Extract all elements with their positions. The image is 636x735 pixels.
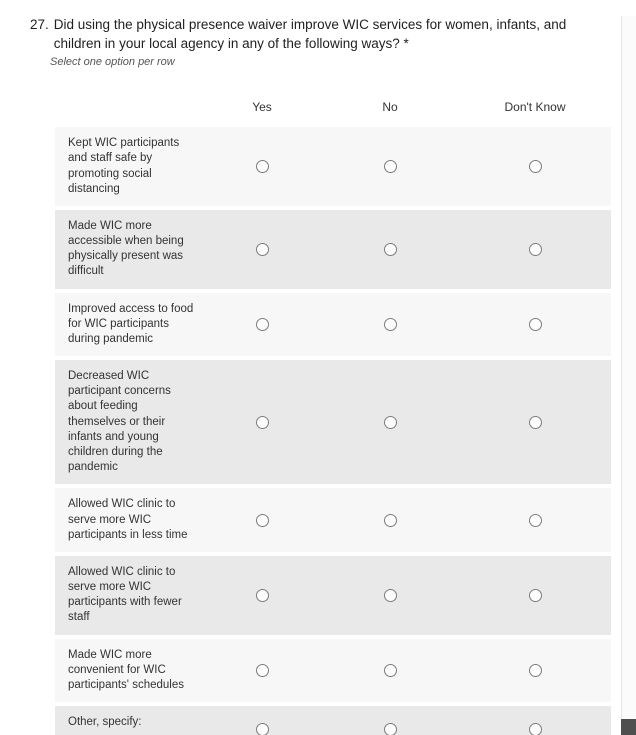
radio-cell (321, 589, 459, 602)
radio-yes[interactable] (256, 416, 269, 429)
radio-no[interactable] (384, 160, 397, 173)
radio-dont-know[interactable] (529, 243, 542, 256)
row-label: Made WIC more convenient for WIC participants' schedules (68, 648, 184, 691)
matrix-row-other (55, 706, 611, 735)
radio-no[interactable] (384, 416, 397, 429)
radio-yes[interactable] (256, 589, 269, 602)
row-label: Kept WIC participants and staff safe by promoting social distancing (68, 137, 180, 195)
radio-cell (321, 664, 459, 677)
radio-yes[interactable] (256, 243, 269, 256)
radio-cell (321, 514, 459, 527)
radio-cell (321, 160, 459, 173)
radio-cell (459, 664, 611, 677)
radio-cell (203, 723, 321, 735)
row-label-other (55, 706, 203, 735)
row-label: Improved access to food for WIC participants during pandemic (68, 302, 194, 345)
radio-cell (459, 243, 611, 256)
radio-cell (321, 243, 459, 256)
radio-yes[interactable] (256, 723, 269, 735)
radio-cell (321, 318, 459, 331)
question-number: 27. (30, 17, 49, 32)
required-asterisk: * (403, 35, 409, 51)
row-label: Allowed WIC clinic to serve more WIC participants in less time (68, 498, 188, 541)
question-text (54, 16, 614, 53)
radio-no[interactable] (384, 318, 397, 331)
radio-dont-know[interactable] (529, 416, 542, 429)
radio-cell (459, 589, 611, 602)
radio-yes[interactable] (256, 664, 269, 677)
matrix-row (55, 127, 611, 206)
scrollbar-thumb[interactable] (621, 719, 636, 735)
row-label: Decreased WIC participant concerns about feeding themselves or their infants and young children during the pandemic (68, 370, 171, 474)
radio-cell (321, 416, 459, 429)
radio-cell (459, 318, 611, 331)
survey-page (0, 16, 636, 735)
radio-cell (203, 664, 321, 677)
other-label: Other, specify: (68, 716, 142, 729)
radio-no[interactable] (384, 589, 397, 602)
column-header-dont-know: Don't Know (504, 100, 566, 115)
row-label: Allowed WIC clinic to serve more WIC participants with fewer staff (68, 565, 182, 624)
column-header-no: No (382, 100, 398, 115)
radio-cell (203, 514, 321, 527)
matrix-header-row (55, 96, 611, 118)
row-label: Made WIC more accessible when being physically present was difficult (68, 219, 184, 278)
radio-no[interactable] (384, 723, 397, 735)
radio-cell (321, 723, 459, 735)
radio-cell (203, 318, 321, 331)
question-27 (30, 16, 614, 53)
matrix-row (55, 360, 611, 484)
question-instruction: Select one option per row (50, 56, 175, 69)
radio-yes[interactable] (256, 514, 269, 527)
matrix-row (55, 639, 611, 703)
radio-no[interactable] (384, 664, 397, 677)
radio-dont-know[interactable] (529, 160, 542, 173)
column-header-yes: Yes (252, 100, 272, 115)
radio-cell (459, 723, 611, 735)
question-text-body: Did using the physical presence waiver improve WIC services for women, infants, and children in your local agency in any of the following ways? (53, 17, 567, 51)
radio-dont-know[interactable] (529, 318, 542, 331)
matrix-row (55, 210, 611, 289)
radio-cell (459, 416, 611, 429)
radio-cell (203, 160, 321, 173)
radio-cell (459, 160, 611, 173)
radio-dont-know[interactable] (529, 664, 542, 677)
matrix-table (55, 96, 611, 735)
header-spacer (55, 96, 203, 118)
radio-yes[interactable] (256, 318, 269, 331)
radio-no[interactable] (384, 243, 397, 256)
radio-dont-know[interactable] (529, 723, 542, 735)
radio-yes[interactable] (256, 160, 269, 173)
radio-dont-know[interactable] (529, 589, 542, 602)
radio-cell (459, 514, 611, 527)
radio-no[interactable] (384, 514, 397, 527)
radio-dont-know[interactable] (529, 514, 542, 527)
matrix-row (55, 488, 611, 552)
matrix-row (55, 556, 611, 635)
radio-cell (203, 589, 321, 602)
matrix-row (55, 293, 611, 357)
scrollbar[interactable] (621, 16, 636, 735)
radio-cell (203, 243, 321, 256)
radio-cell (203, 416, 321, 429)
